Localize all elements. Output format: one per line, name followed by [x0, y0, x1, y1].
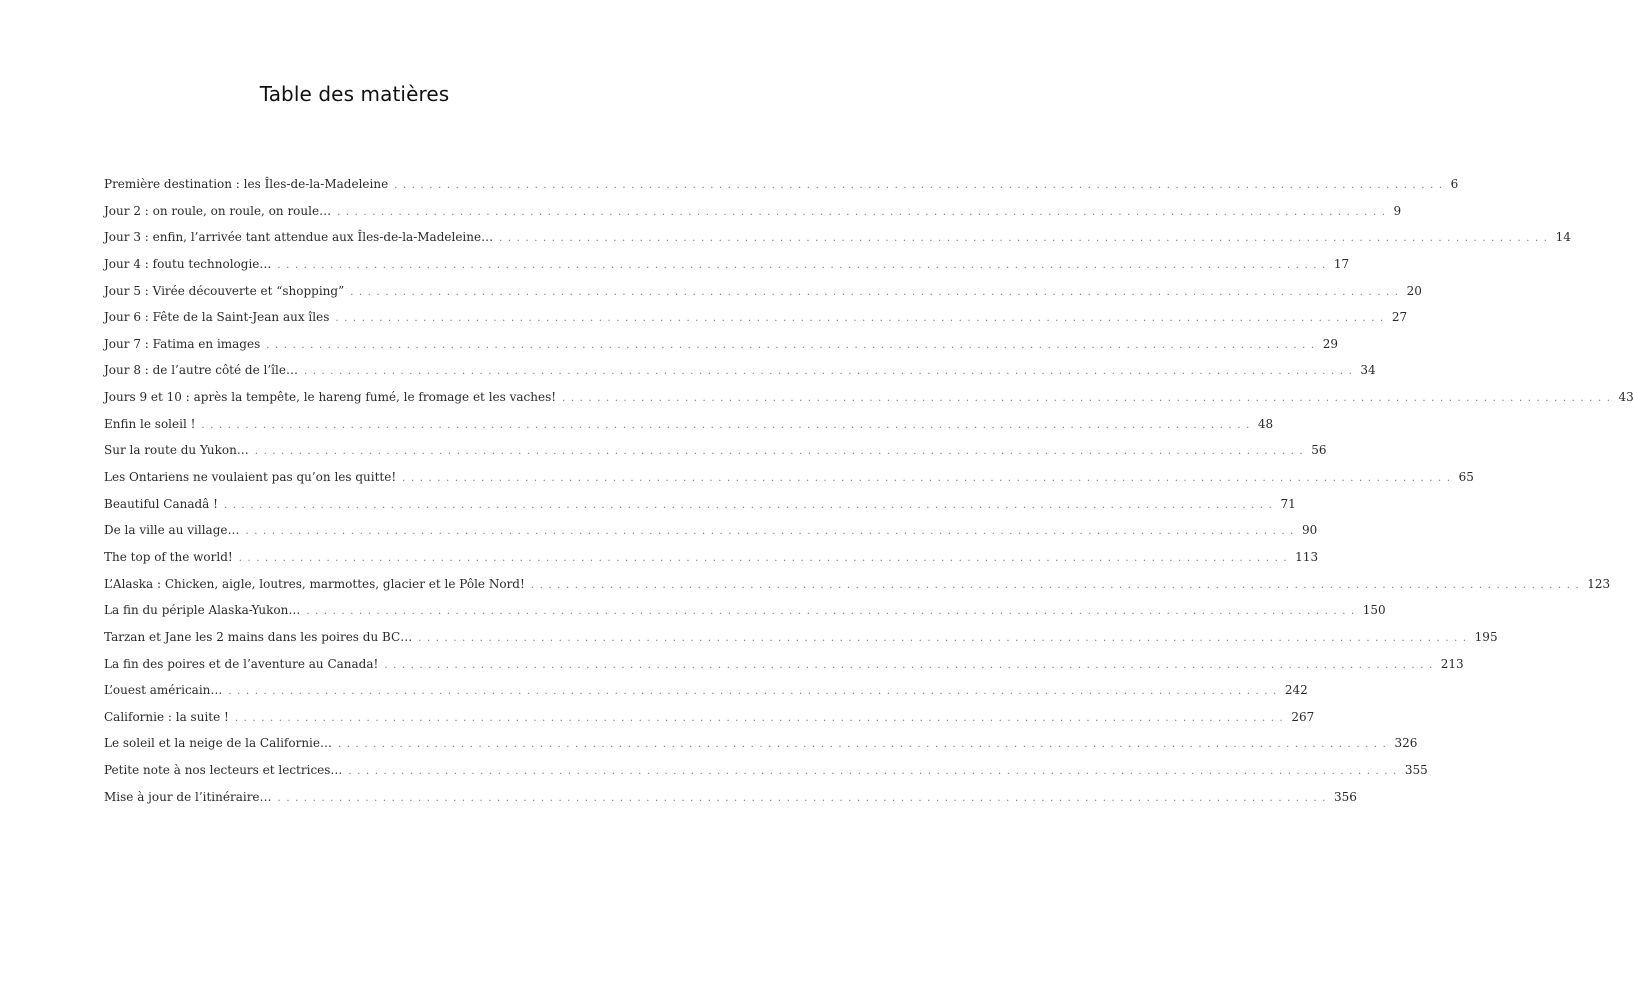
- toc-entry-page-number: 213: [1440, 656, 1464, 671]
- toc-entry: [104, 203, 1402, 231]
- toc-entry-page-number: 267: [1291, 709, 1315, 724]
- toc-entry: [104, 656, 1464, 684]
- toc-entry: [104, 283, 1422, 311]
- dot-leader: ........................................................................................................................: [228, 686, 1282, 698]
- toc-entry: [104, 443, 1327, 470]
- toc-entry-title: Beautiful Canadâ !: [104, 496, 218, 511]
- toc-entry: [104, 496, 1296, 524]
- toc-entry: [104, 763, 1428, 790]
- dot-leader: ........................................................................................................................: [245, 526, 1299, 538]
- dot-leader: ........................................................................................................................: [238, 552, 1293, 564]
- toc-entry-page-number: 20: [1406, 283, 1422, 298]
- dot-leader: ........................................................................................................................: [338, 739, 1392, 751]
- dot-leader: ........................................................................................................................: [277, 792, 1331, 804]
- toc-entry-page-number: 65: [1458, 470, 1474, 485]
- toc-entry-page-number: 29: [1322, 336, 1338, 351]
- toc-entry: [104, 256, 1350, 284]
- toc-entry-title: Enfin le soleil !: [104, 416, 196, 431]
- dot-leader: ........................................................................................................................: [254, 446, 1309, 458]
- dot-leader: ........................................................................................................................: [337, 206, 1391, 218]
- toc-entry-title: Mise à jour de l’itinéraire…: [104, 789, 272, 804]
- toc-entry: [104, 470, 1474, 497]
- table-of-contents: [104, 177, 1634, 816]
- toc-entry: [104, 603, 1386, 630]
- toc-entry-title: Jour 3 : enfin, l’arrivée tant attendue aux Îles-de-la-Madeleine…: [104, 230, 494, 245]
- toc-entry: [104, 629, 1498, 657]
- toc-entry-page-number: 123: [1587, 576, 1611, 591]
- toc-entry-title: Jour 2 : on roule, on roule, on roule…: [104, 203, 332, 218]
- toc-entry-page-number: 326: [1394, 736, 1418, 751]
- dot-leader: ........................................................................................................................: [394, 180, 1448, 191]
- toc-entry-page-number: 113: [1295, 549, 1319, 564]
- toc-entry-title: Jour 6 : Fête de la Saint-Jean aux îles: [104, 310, 330, 325]
- toc-entry-page-number: 150: [1362, 603, 1386, 618]
- toc-entry-page-number: 34: [1360, 363, 1376, 378]
- toc-entry: [104, 310, 1408, 337]
- toc-entry-title: Tarzan et Jane les 2 mains dans les poires du BC…: [104, 629, 413, 644]
- dot-leader: ........................................................................................................................: [303, 366, 1358, 378]
- toc-entry-title: L’ouest américain…: [104, 683, 223, 698]
- toc-entry-page-number: 43: [1618, 390, 1634, 405]
- toc-entry-page-number: 9: [1393, 203, 1402, 218]
- toc-entry-page-number: 14: [1555, 230, 1571, 245]
- toc-entry-title: Petite note à nos lecteurs et lectrices…: [104, 763, 343, 778]
- dot-leader: ........................................................................................................................: [306, 606, 1360, 618]
- toc-entry: [104, 230, 1571, 257]
- dot-leader: ........................................................................................................................: [350, 286, 1404, 298]
- toc-entry: [104, 363, 1376, 390]
- toc-entry-title: The top of the world!: [104, 549, 233, 564]
- toc-entry-title: De la ville au village…: [104, 523, 240, 538]
- toc-entry-page-number: 195: [1474, 629, 1498, 644]
- toc-entry-title: Les Ontariens ne voulaient pas qu’on les quitte!: [104, 470, 397, 485]
- toc-entry: [104, 523, 1318, 550]
- dot-leader: ........................................................................................................................: [335, 313, 1389, 325]
- toc-entry-title: Sur la route du Yukon…: [104, 443, 249, 458]
- toc-entry-page-number: 27: [1391, 310, 1408, 325]
- toc-entry-page-number: 90: [1301, 523, 1318, 538]
- dot-leader: ........................................................................................................................: [530, 579, 1585, 591]
- toc-entry-page-number: 355: [1404, 763, 1428, 778]
- dot-leader: ........................................................................................................................: [223, 499, 1278, 511]
- toc-entry-title: Jours 9 et 10 : après la tempête, le hareng fumé, le fromage et les vaches!: [104, 390, 557, 405]
- toc-entry-title: La fin des poires et de l’aventure au Canada!: [104, 656, 379, 671]
- toc-entry: [104, 709, 1315, 737]
- toc-entry: [104, 336, 1338, 364]
- toc-entry-title: L’Alaska : Chicken, aigle, loutres, marmottes, glacier et le Pôle Nord!: [104, 576, 525, 591]
- dot-leader: ........................................................................................................................: [277, 259, 1331, 271]
- toc-entry-page-number: 356: [1334, 789, 1357, 804]
- toc-entry-page-number: 6: [1450, 177, 1459, 191]
- dot-leader: ........................................................................................................................: [562, 393, 1616, 405]
- toc-entry-title: Le soleil et la neige de la Californie…: [104, 736, 332, 751]
- toc-entry-page-number: 56: [1311, 443, 1327, 458]
- dot-leader: ........................................................................................................................: [418, 632, 1472, 644]
- toc-entry: [104, 177, 1459, 204]
- toc-entry-page-number: 71: [1280, 496, 1296, 511]
- toc-entry-page-number: 48: [1257, 416, 1274, 431]
- page-title: Table des matières: [259, 82, 450, 106]
- toc-entry: [104, 390, 1634, 417]
- toc-entry: [104, 416, 1274, 444]
- dot-leader: ........................................................................................................................: [499, 233, 1553, 245]
- toc-entry: [104, 736, 1418, 763]
- dot-leader: ........................................................................................................................: [266, 339, 1320, 351]
- dot-leader: ........................................................................................................................: [402, 473, 1456, 485]
- toc-entry: [104, 549, 1319, 577]
- toc-entry-page-number: 17: [1333, 256, 1350, 271]
- dot-leader: ........................................................................................................................: [348, 766, 1402, 778]
- toc-entry: [104, 789, 1357, 817]
- toc-entry-title: La fin du périple Alaska-Yukon…: [104, 603, 301, 618]
- toc-entry-title: Première destination : les Îles-de-la-Madeleine: [104, 177, 389, 191]
- toc-entry: [104, 576, 1611, 604]
- toc-entry-title: Jour 5 : Virée découverte et “shopping”: [104, 283, 345, 298]
- dot-leader: ........................................................................................................................: [201, 419, 1255, 431]
- toc-entry-page-number: 242: [1284, 683, 1308, 698]
- toc-entry: [104, 683, 1308, 710]
- dot-leader: ........................................................................................................................: [384, 659, 1438, 671]
- toc-entry-title: Jour 4 : foutu technologie…: [104, 256, 272, 271]
- toc-entry-title: Californie : la suite !: [104, 709, 229, 724]
- toc-entry-title: Jour 8 : de l’autre côté de l’île…: [104, 363, 298, 378]
- toc-entry-title: Jour 7 : Fatima en images: [104, 336, 261, 351]
- dot-leader: ........................................................................................................................: [234, 712, 1289, 724]
